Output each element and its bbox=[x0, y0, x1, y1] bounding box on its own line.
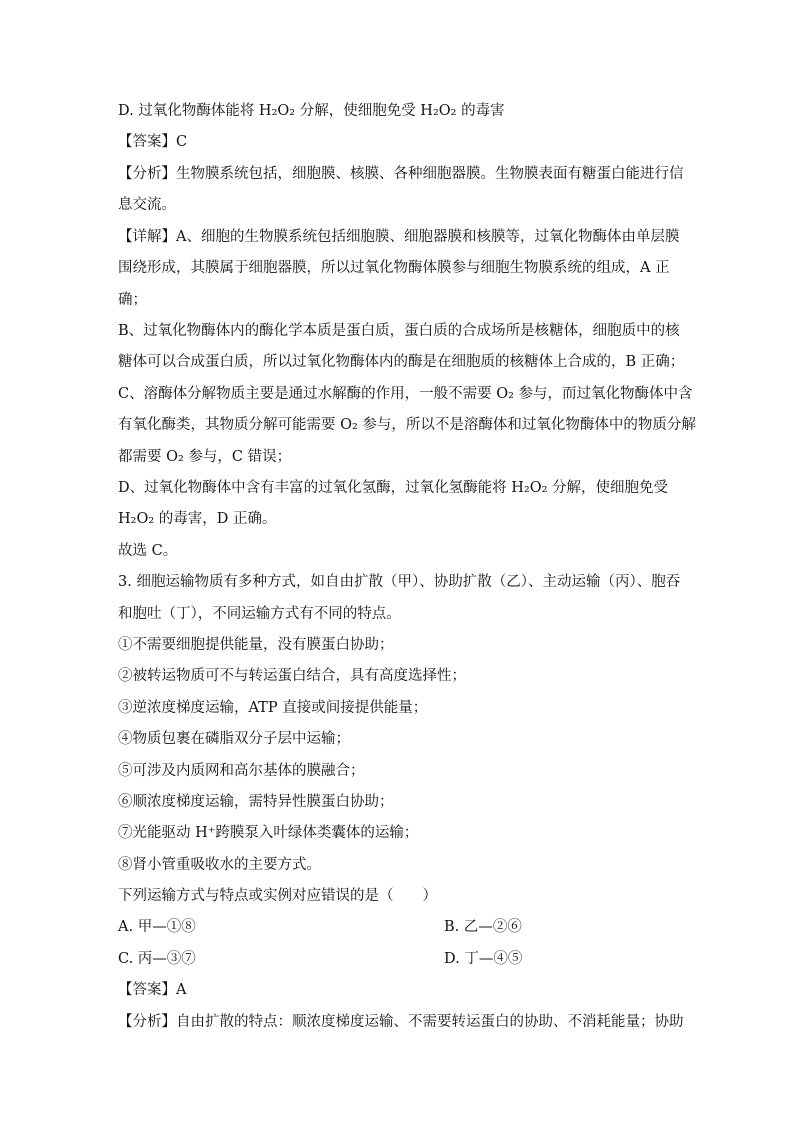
explanation-line: D、过氧化物酶体中含有丰富的过氧化氢酶，过氧化氢酶能将 H₂O₂ 分解，使细胞免受 bbox=[118, 480, 668, 496]
option-c: C. 丙—③⑦ bbox=[118, 951, 196, 967]
feature-item: ③逆浓度梯度运输，ATP 直接或间接提供能量； bbox=[118, 700, 428, 716]
explanation-line: C、溶酶体分解物质主要是通过水解酶的作用，一般不需要 O₂ 参与，而过氧化物酶体中含 bbox=[118, 386, 693, 402]
question-stem-line: 和胞吐（丁），不同运输方式有不同的特点。 bbox=[118, 606, 401, 622]
feature-item: ④物质包裹在磷脂双分子层中运输； bbox=[118, 731, 350, 747]
option-a: A. 甲—①⑧ bbox=[118, 919, 196, 935]
analysis-line: 息交流。 bbox=[118, 197, 176, 213]
explanation-line: 【详解】A、细胞的生物膜系统包括细胞膜、细胞器膜和核膜等，过氧化物酶体由单层膜 bbox=[118, 229, 680, 245]
option-d-line: D. 过氧化物酶体能将 H₂O₂ 分解，使细胞免受 H₂O₂ 的毒害 bbox=[118, 103, 505, 119]
feature-item: ①不需要细胞提供能量，没有膜蛋白协助； bbox=[118, 637, 394, 653]
conclusion-line: 故选 C。 bbox=[118, 543, 178, 559]
feature-item: ⑥顺浓度梯度运输，需特异性膜蛋白协助； bbox=[118, 794, 394, 810]
feature-item: ②被转运物质可不与转运蛋白结合，具有高度选择性； bbox=[118, 668, 466, 684]
question-prompt: 下列运输方式与特点或实例对应错误的是（ ） bbox=[118, 888, 437, 904]
answer-line: 【答案】C bbox=[118, 134, 188, 150]
feature-item: ⑦光能驱动 H⁺跨膜泵入叶绿体类囊体的运输； bbox=[118, 825, 419, 841]
answer-line: 【答案】A bbox=[118, 982, 187, 998]
explanation-line: H₂O₂ 的毒害，D 正确。 bbox=[118, 511, 277, 527]
analysis-line: 【分析】生物膜系统包括，细胞膜、核膜、各种细胞器膜。生物膜表面有糖蛋白能进行信 bbox=[118, 166, 684, 182]
option-d: D. 丁—④⑤ bbox=[444, 951, 523, 967]
question-stem-line: 3. 细胞运输物质有多种方式，如自由扩散（甲）、协助扩散（乙）、主动运输（丙）、胞吞 bbox=[118, 574, 681, 590]
explanation-line: 糖体可以合成蛋白质，所以过氧化物酶体内的酶是在细胞质的核糖体上合成的，B 正确； bbox=[118, 354, 685, 370]
explanation-line: 都需要 O₂ 参与，C 错误； bbox=[118, 449, 292, 465]
explanation-line: B、过氧化物酶体内的酶化学本质是蛋白质，蛋白质的合成场所是核糖体，细胞质中的核 bbox=[118, 323, 680, 339]
explanation-line: 围绕形成，其膜属于细胞器膜，所以过氧化物酶体膜参与细胞生物膜系统的组成，A 正 bbox=[118, 260, 670, 276]
feature-item: ⑧肾小管重吸收水的主要方式。 bbox=[118, 857, 321, 873]
explanation-line: 有氧化酶类，其物质分解可能需要 O₂ 参与，所以不是溶酶体和过氧化物酶体中的物质分解 bbox=[118, 417, 696, 433]
feature-item: ⑤可涉及内质网和高尔基体的膜融合； bbox=[118, 763, 365, 779]
explanation-line: 确； bbox=[118, 292, 147, 308]
option-b: B. 乙—②⑥ bbox=[444, 919, 522, 935]
analysis-line: 【分析】自由扩散的特点：顺浓度梯度运输、不需要转运蛋白的协助、不消耗能量；协助 bbox=[118, 1014, 684, 1030]
